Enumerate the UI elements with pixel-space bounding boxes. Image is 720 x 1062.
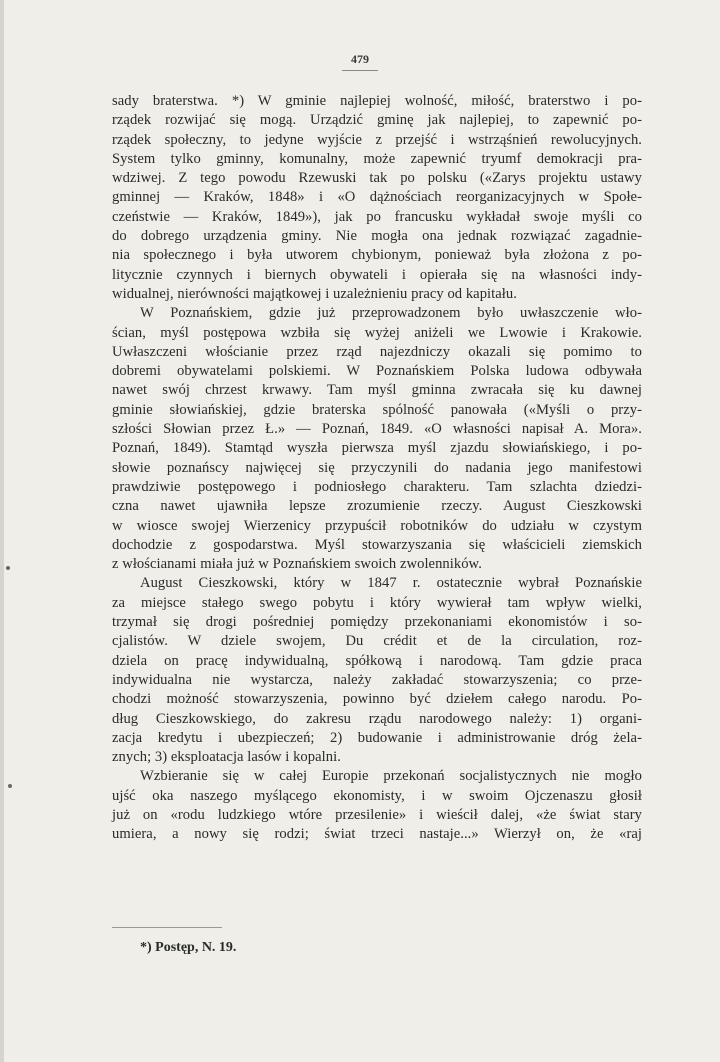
text-line: znych; 3) eksploatacja lasów i kopalni. <box>112 749 341 766</box>
text-line: dziela on pracę indywidualną, spółkową i narodową. Tam gdzie praca <box>112 652 642 669</box>
text-line: Poznań, 1849). Stamtąd wyszła pierwsza myśl zjazdu słowiańskiego, i po- <box>112 440 642 457</box>
text-line: dochodzie z gospodarstwa. Myśl stowarzyszania się właścicieli ziemskich <box>112 536 642 553</box>
text-line: System tylko gminny, komunalny, może zapewnić tryumf demokracji pra- <box>112 150 642 167</box>
text-line: W Poznańskiem, gdzie już przeprowadzonem było uwłaszczenie wło- <box>140 305 642 322</box>
page-number: 479 <box>351 52 369 66</box>
text-line: August Cieszkowski, który w 1847 r. ostatecznie wybrał Poznańskie <box>140 575 642 592</box>
text-line: ścian, myśl postępowa wzbiła się wyżej aniżeli we Lwowie i Krakowie. <box>112 324 642 341</box>
text-line: gminnej — Kraków, 1848» i «O dążnościach reorganizacyjnych w Społe- <box>112 189 642 206</box>
text-line: za miejsce stałego swego pobytu i który wywierał tam wpływ wielki, <box>112 594 642 611</box>
text-line: ujść oka naszego myślącego ekonomisty, i w swoim Ojczenaszu głosił <box>112 787 642 804</box>
text-line: w wiosce swojej Wierzenicy przypuścił robotników do udziału w czystym <box>112 517 642 534</box>
text-line: cjalistów. W dziele swojem, Du crédit et de la circulation, roz- <box>112 633 642 650</box>
text-line: z włościanami miała już w Poznańskiem swoich zwolenników. <box>112 556 482 573</box>
text-line: rządek społeczny, to jedyne wyjście z przejść i wstrząśnień rewolucyjnych. <box>112 131 642 148</box>
text-line: rządek rozwijać się mogą. Urządzić gminę jak najlepiej, to zapewnić po- <box>112 112 642 129</box>
text-line: nawet swój chrzest krwawy. Tam myśl gminna zwracała się ku dawnej <box>112 382 642 399</box>
page-left-edge <box>0 0 4 1062</box>
text-line: dług Cieszkowskiego, do zakresu rządu narodowego należy: 1) organi- <box>112 710 642 727</box>
footnote-divider <box>112 927 222 928</box>
page-number-underline <box>342 70 378 71</box>
scan-mark <box>6 566 10 570</box>
text-line: Uwłaszczeni włościanie przez rząd najezdniczy okazali się pomimo to <box>112 343 642 360</box>
text-line: umiera, a nowy się rodzi; świat trzeci nastaje...» Wierzył on, że «raj <box>112 826 642 843</box>
body-text <box>112 92 642 845</box>
text-line: trzymał się drogi pośredniej pomiędzy przekonaniami ekonomistów i so- <box>112 614 642 631</box>
text-line: do dobrego urządzenia gminy. Nie mogła ona jednak rozwiązać zagadnie- <box>112 228 642 245</box>
text-line: litycznie czynnych i biernych obywateli i opierała się na własności indy- <box>112 266 642 283</box>
text-line: indywidualna nie wystarcza, należy zakładać stowarzyszenia; co prze- <box>112 671 642 688</box>
text-line: szłości Słowian przez Ł.» — Poznań, 1849. «O własności napisał A. Mora». <box>112 421 642 438</box>
text-line: widualnej, nierówności majątkowej i uzależnieniu pracy od kapitału. <box>112 285 517 302</box>
text-line: gminie słowiańskiej, gdzie braterska spólność panowała («Myśli o przy- <box>112 401 642 418</box>
text-line: Wzbieranie się w całej Europie przekonań socjalistycznych nie mogło <box>140 768 642 785</box>
scan-mark <box>8 784 12 788</box>
text-line: prawdziwie postępowego i podniosłego charakteru. Tam szlachta dziedzi- <box>112 478 642 495</box>
text-line: czeństwie — Kraków, 1849»), jak po francusku wykładał swoje myśli co <box>112 208 642 225</box>
text-line: już on «rodu ludzkiego wtóre przesilenie» i wieścił dalej, «że świat stary <box>112 806 642 823</box>
text-line: czna nawet ujawniła lepsze zrozumienie rzeczy. August Cieszkowski <box>112 498 642 515</box>
text-line: wdziwej. Z tego powodu Rzewuski tak po polsku («Zarys projektu ustawy <box>112 170 642 187</box>
text-line: nia społecznego i była utworem chybionym, ponieważ była złożona z po- <box>112 247 642 264</box>
text-line: zacja kredytu i ubezpieczeń; 2) budowanie i administrowanie dróg żela- <box>112 729 642 746</box>
footnote: *) Postęp, N. 19. <box>140 940 237 955</box>
text-line: chodzi możność stowarzyszenia, powinno być dziełem całego narodu. Po- <box>112 691 642 708</box>
text-line: sady braterstwa. *) W gminie najlepiej wolność, miłość, braterstwo i po- <box>112 93 642 109</box>
text-line: słowie poznańscy najwięcej się przyczynili do nadania jego manifestowi <box>112 459 642 476</box>
text-line: dobremi obywatelami polskiemi. W Poznańskiem Polska ludowa odbywała <box>112 363 642 380</box>
